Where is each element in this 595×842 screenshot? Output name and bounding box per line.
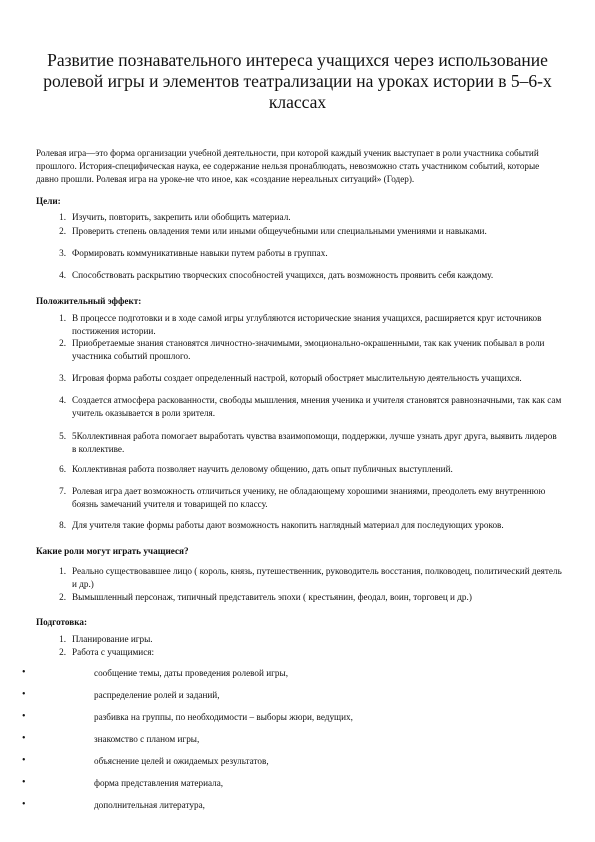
bullet-icon: • (22, 733, 26, 744)
effect-heading: Положительный эффект: (36, 296, 142, 306)
document-title: Развитие познавательного интереса учащихся через использование ролевой игры и элементов театрализации на уроках истории в 5–6-х классах (43, 50, 552, 112)
bullet-icon: • (22, 755, 26, 766)
bullet-icon: • (22, 799, 26, 810)
intro-paragraph: Ролевая игра—это форма организации учебной деятельности, при которой каждый ученик выступает в роли участника событий прошлого. История-специфическая наука, ее содержание нельзя пронаблюдать, невозможно стать участником событий, которые давно прошли. Ролевая игра на уроке-не что иное, как «создание нереальных ситуаций» (Годер). (36, 148, 540, 184)
roles-heading: Какие роли могут играть учащиеся? (36, 546, 189, 556)
bullet-icon: • (22, 777, 26, 788)
bullet-icon: • (22, 711, 26, 722)
goals-heading: Цели: (36, 196, 61, 206)
bullet-icon: • (22, 689, 26, 700)
document-page: Развитие познавательного интереса учащихся через использование ролевой игры и элементов театрализации на уроках истории в 5–6-х классах Ролевая игра—это форма организации учебной деятельности, при которой каждый ученик выступает в роли участника событий прошлого. История-специфическая наука, ее содержание нельзя пронаблюдать, невозможно стать участником событий, которые давно прошли. Ролевая игра на уроке-не что иное, как «создание нереальных ситуаций» (Годер). Цели: 1. Изучить, повторить, закрепить или обобщить материал. 2. Проверить степень овладения теми или иными общеучебными или специальными умениями и навыками. 3. Формировать коммуникативные навыки путем работы в группах. 4. Способствовать раскрытию творческих способностей учащихся, дать возможность проявить себя каждому. Положительный эффект: 1. В процессе подготовки и в ходе самой игры углубляются исторические знания учащихся, расширяется круг источников постижения истории. 2. Приобретаемые знания становятся личностно-значимыми, эмоционально-окрашенными, так как ученик побывал в роли участника событий прошлого. 3. Игровая форма работы создает определенный настрой, который обостряет мыслительную деятельность учащихся. 4. Создается атмосфера раскованности, свободы мышления, мнения ученика и учителя становятся равнозначными, так как сам учитель оказывается в роли зрителя. 5. 5Коллективная работа помогает выработать чувства взаимопомощи, поддержки, лучше узнать друг друга, выявить лидеров в коллективе. 6. Коллективная работа позволяет научить деловому общению, дать опыт публичных выступлений. 7. Ролевая игра дает возможность отличиться ученику, не обладающему хорошими знаниями, преодолеть ему внутреннюю боязнь замечаний учителя и товарищей по классу. 8. Для учителя такие формы работы дают возможность накопить наглядный материал для последующих уроков. Какие роли могут играть учащиеся? 1. Реально существовавшее лицо ( король, князь, путешественник, руководитель восстания, полководец, политический деятель и др.) 2. Вымышленный персонаж, типичный представитель эпохи ( крестьянин, феодал, воин, торговец и др.) Подготовка: 1. Планирование игры. 2. Работа с учащимися: • сообщение темы, даты проведения ролевой игры, • распределение ролей и заданий, • разбивка на группы, по необходимости – выборы жюри, ведущих, • знакомство с планом игры, • объяснение целей и ожидаемых результатов, • форма представления материала, • дополнительная литература, (22, 50, 562, 810)
prep-heading: Подготовка: (36, 617, 88, 627)
bullet-icon: • (22, 667, 26, 678)
